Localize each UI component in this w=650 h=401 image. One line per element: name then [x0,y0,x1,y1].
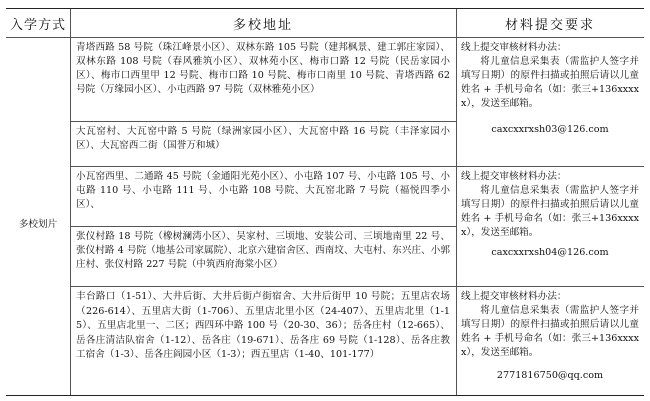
address-block-1a: 青塔西路 58 号院（珠江峰景小区）、双林东路 105 号院（建邦枫景、建工郭庄家园）、双林东路 108 号院（春风雅筑小区）、双林苑小区、梅市口路 12 号院（民岳家园小区）、梅市口西里甲 12 号院、梅市口路 10 号院、梅市口南里 10 号院、青塔西路 62 号院（万缘园小区）、小屯西路 97 号院（双林雅苑小区） [76,42,450,95]
header-address: 多校地址 [232,17,293,33]
row2-inner-divider [70,226,456,227]
address-block-3: 丰台路口（1-51）、大井后街、大井后街卢街宿舍、大井后街甲 10 号院；五里店农场（226-614）、五里店大街（1-706）、五里店北里小区（24-407）、五里店北里（1-15）、五里店北里一、二区；西四环中路 100 号（20-30、36）；岳各庄村（12-665）、岳各庄清洁队宿舍（1-12）、岳各庄（19-671）、岳各庄 69 号院（1-128）、岳各庄教工宿舍（1-3）、岳各庄阎园小区（1-3）；西五里店（1-40、101-177） [76,291,450,360]
header-requirements: 材料提交要求 [504,17,595,33]
requirement-3-text: 将儿童信息采集表（需监护人签字并填写日期）的原件扫描或拍照后请以儿童姓名 + 手机号命名（如：张三+136xxxxx），发送至邮箱。 [461,305,639,358]
address-block-2b: 张仪村路 18 号院（橡树澜湾小区）、吴家村、三顷地、安装公司、三顷地南里 22 号、张仪村路 4 号院（地基公司家属院）、北京六建宿舍区、西南坟、大屯村、东兴庄、小郭庄村、张仪村路 227 号院（中筑西府海棠小区） [76,231,450,270]
col-divider-mode [70,9,71,395]
address-block-2a: 小瓦窑西里、二通路 45 号院（金通阳光苑小区）、小屯路 107 号、小屯路 105 号、小屯路 110 号、小屯路 111 号、小屯路 108 号院、大瓦窑北路 7 号院（福悦四季小区）、 [76,171,450,210]
row1-inner-divider [70,121,456,122]
requirement-3-title: 线上提交审核材料办法： [461,291,567,302]
requirement-3-email[interactable]: 2771816750@qq.com [496,370,604,381]
row-divider-2 [70,286,644,287]
col-divider-address [456,9,457,395]
enrollment-table [6,8,644,396]
requirement-2-title: 线上提交审核材料办法： [461,171,567,182]
requirement-1-text: 将儿童信息采集表（需监护人签字并填写日期）的原件扫描或拍照后请以儿童姓名 + 手机号命名（如：张三+136xxxxx），发送至邮箱。 [461,56,639,109]
address-block-1b: 大瓦窑村、大瓦窑中路 5 号院（绿洲家园小区）、大瓦窑中路 16 号院（丰泽家园小区）、大瓦窑西二街（国誉万和城） [76,126,450,151]
row-divider-1 [70,166,644,167]
header-divider [6,37,644,38]
requirement-1-title: 线上提交审核材料办法： [461,42,567,53]
header-mode: 入学方式 [9,17,66,33]
requirement-block-3 [461,290,639,383]
requirement-block-1 [461,41,639,137]
requirement-block-2 [461,170,639,260]
requirement-1-email[interactable]: caxcxxrxsh03@126.com [491,124,609,135]
requirement-2-email[interactable]: caxcxxrxsh04@126.com [491,247,609,258]
mode-label: 多校划片 [18,219,58,230]
requirement-2-text: 将儿童信息采集表（需监护人签字并填写日期）的原件扫描或拍照后请以儿童姓名 + 手机号命名（如：张三+136xxxxx），发送至邮箱。 [461,185,639,238]
